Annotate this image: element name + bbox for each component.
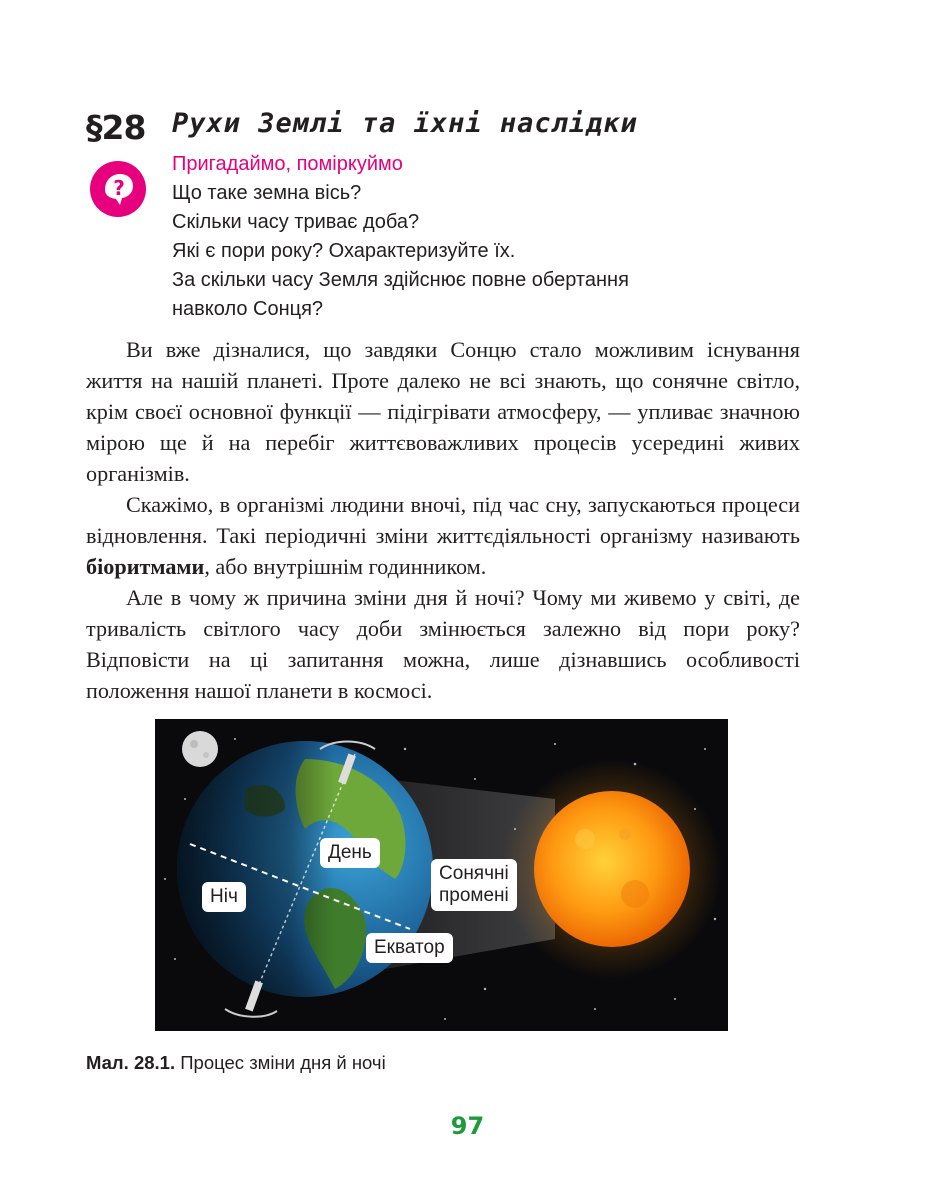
moon-icon (182, 731, 218, 767)
caption-text: Процес зміни дня й ночі (175, 1052, 386, 1073)
sun-icon (534, 791, 690, 947)
label-night: Ніч (202, 882, 246, 912)
question-bubble-icon (89, 160, 147, 218)
recall-question: Які є пори року? Охарактеризуйте їх. (172, 240, 516, 262)
caption-label: Мал. 28.1. (86, 1052, 176, 1073)
recall-question: За скільки часу Земля здійснює повне обертання (172, 269, 629, 291)
section-number: §28 (86, 108, 146, 147)
paragraph-text: , або внутрішнім годинником. (204, 554, 487, 579)
recall-question: навколо Сонця? (172, 298, 324, 320)
label-sun-rays (431, 859, 517, 911)
paragraph-text: Скажімо, в організмі людини вночі, під час сну, запускаються процеси відновлення. Такі періодичні зміни життєдіяльності організму називають (86, 492, 800, 548)
recall-question: Скільки часу триває доба? (172, 211, 420, 233)
term-biorhythms: біоритмами (86, 554, 205, 579)
figure-caption (86, 1052, 386, 1074)
page-number: 97 (450, 1112, 485, 1140)
svg-text:?: ? (113, 176, 125, 200)
paragraph: Ви вже дізналися, що завдяки Сонцю стало можливим існування життя на нашій планеті. Проте далеко не всі знають, що сонячне світло, крім своєї основної функції — підігрівати атмосферу, — упливає значною мірою ще й на перебіг життєвоважливих процесів усередині живих організмів. (86, 337, 800, 486)
paragraph (86, 489, 800, 582)
body-text (86, 334, 800, 706)
label-sun-rays-line: промені (439, 885, 509, 906)
recall-question: Що таке земна вісь? (172, 182, 362, 204)
paragraph: Але в чому ж причина зміни дня й ночі? Чому ми живемо у світі, де тривалість світлого часу доби змінюється залежно від пори року? Відповісти на ці запитання можна, лише дізнавшись особливості положення нашої планети в космосі. (86, 585, 800, 703)
section-title: Рухи Землі та їхні наслідки (172, 108, 638, 139)
recall-heading: Пригадаймо, поміркуймо (172, 153, 403, 175)
section-header (86, 104, 846, 154)
recall-block (172, 150, 772, 324)
day-night-illustration (155, 719, 728, 1031)
label-equator: Екватор (366, 933, 453, 963)
label-day: День (320, 838, 380, 868)
label-sun-rays-line: Сонячні (439, 863, 509, 884)
